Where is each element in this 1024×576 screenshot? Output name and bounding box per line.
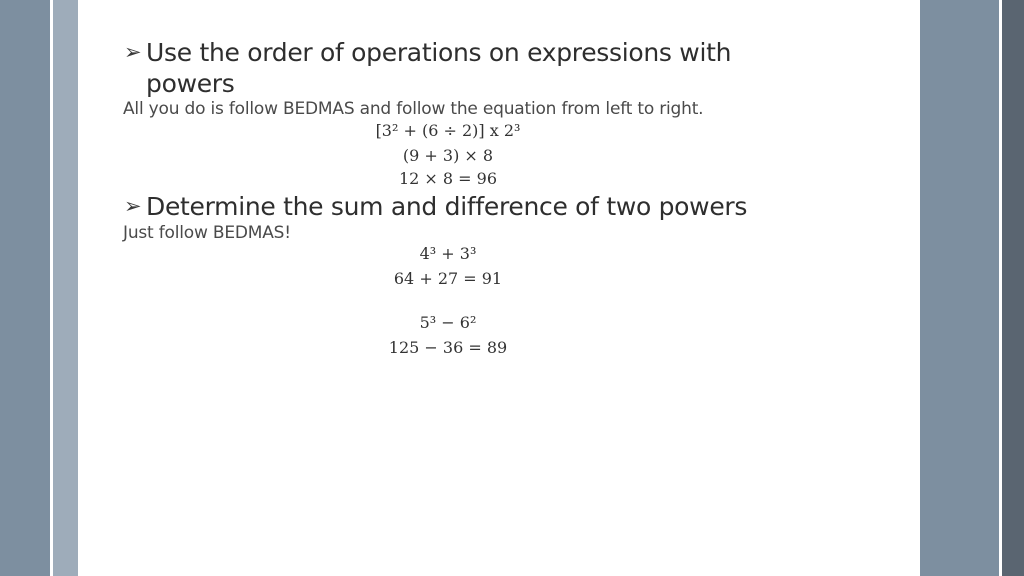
bullet-heading-sum-difference <box>124 191 764 222</box>
instruction-text: All you do is follow BEDMAS and follow the equation from left to right. <box>123 99 704 119</box>
heading-text: Use the order of operations on expressions with powers <box>146 38 732 98</box>
arrow-bullet-icon: ➢ <box>124 40 142 64</box>
left-band-dark <box>0 0 50 576</box>
left-band-light <box>53 0 78 576</box>
equation-line: 64 + 27 = 91 <box>393 269 503 288</box>
equation-line: [3² + (6 ÷ 2)] x 2³ <box>375 121 521 140</box>
equation-line: 5³ − 6² <box>419 313 477 332</box>
equation-line: (9 + 3) × 8 <box>402 146 494 165</box>
instruction-text: Just follow BEDMAS! <box>123 223 291 243</box>
slide-content <box>78 0 920 576</box>
equation-line: 4³ + 3³ <box>419 244 477 263</box>
equation-line: 12 × 8 = 96 <box>398 169 498 188</box>
heading-text: Determine the sum and difference of two powers <box>146 192 748 221</box>
arrow-bullet-icon: ➢ <box>124 194 142 218</box>
bullet-heading-order-of-operations <box>124 37 764 99</box>
equation-line: 125 − 36 = 89 <box>388 338 508 357</box>
right-band-darkest <box>1002 0 1024 576</box>
right-band-dark <box>920 0 999 576</box>
